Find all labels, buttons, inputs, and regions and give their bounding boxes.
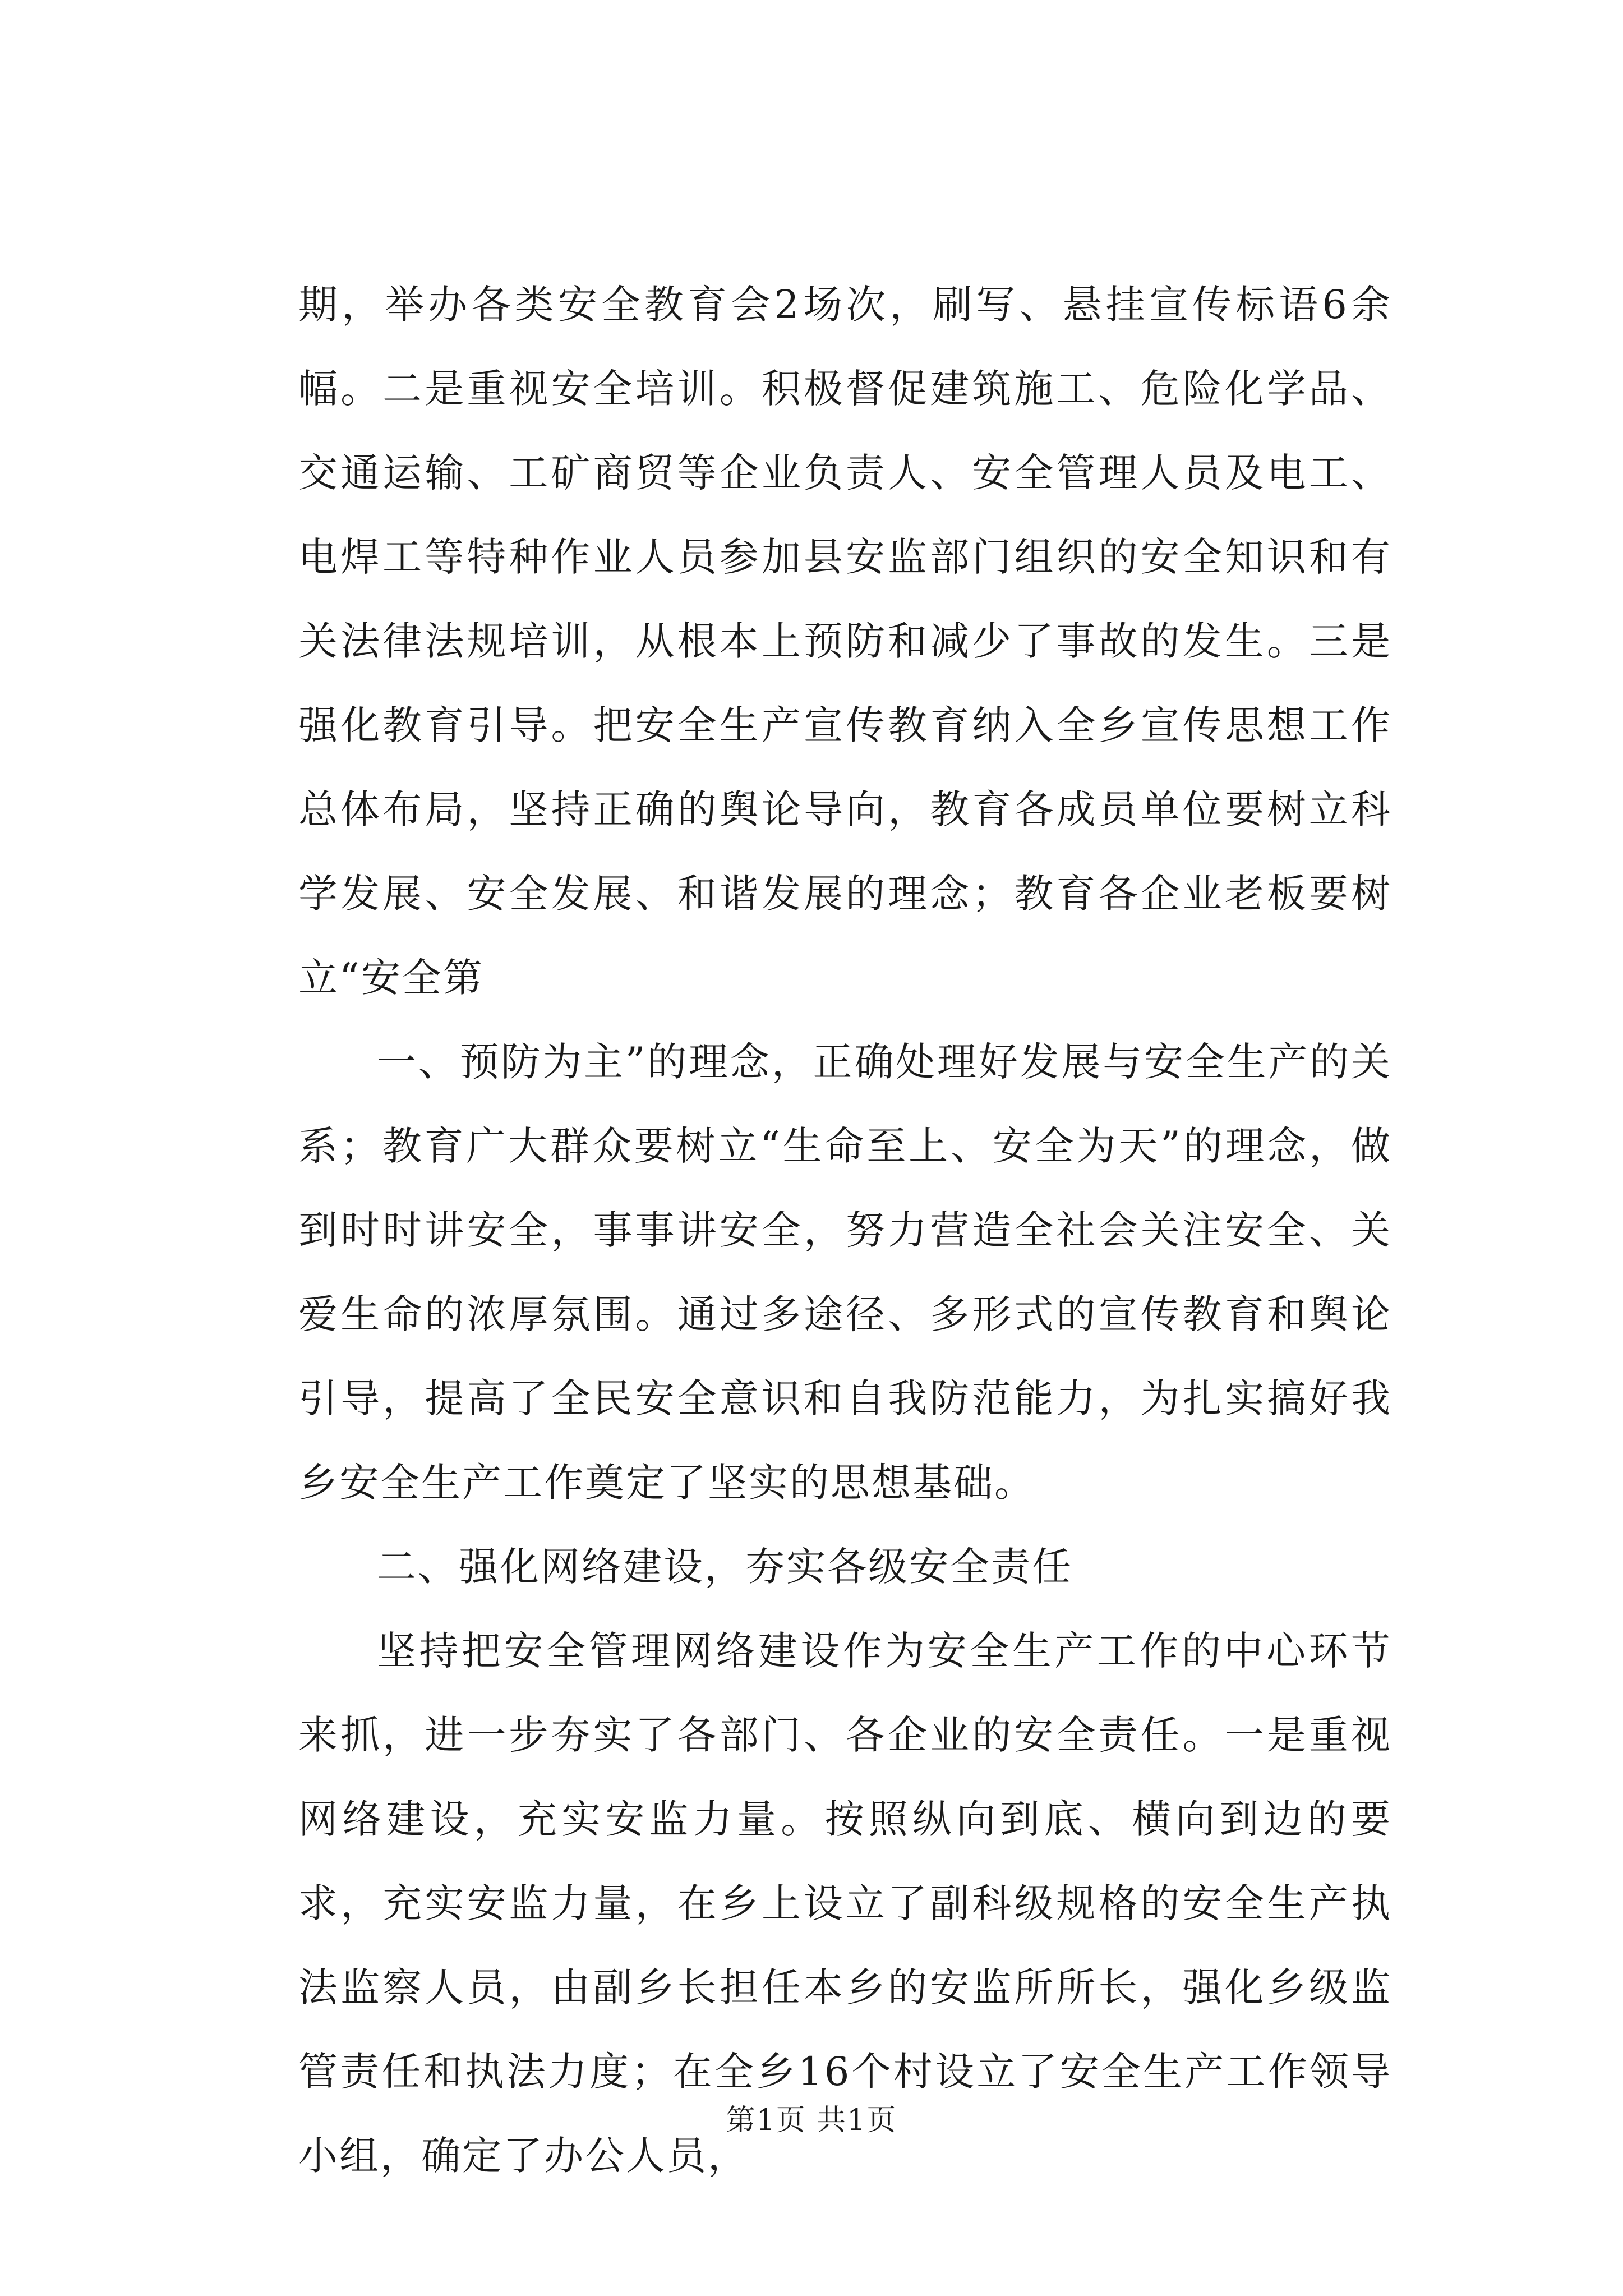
paragraph-prevention: 一、预防为主”的理念，正确处理好发展与安全生产的关系；教育广大群众要树立“生命至上、安全为天”的理念，做到时时讲安全，事事讲安全，努力营造全社会关注安全、关爱生命的浓厚氛围。通过多途径、多形式的宣传教育和舆论引导，提高了全民安全意识和自我防范能力，为扎实搞好我乡安全生产工作奠定了坚实的思想基础。 bbox=[298, 1039, 1392, 1506]
page-footer: 第1页 共1页 bbox=[726, 2104, 897, 2137]
section-heading-network: 二、强化网络建设，夯实各级安全责任 bbox=[377, 1544, 1073, 1590]
paragraph-continued: 期，举办各类安全教育会2场次，刷写、悬挂宣传标语6余幅。二是重视安全培训。积极督促建筑施工、危险化学品、交通运输、工矿商贸等企业负责人、安全管理人员及电工、电焊工等特种作业人员参加县安监部门组织的安全知识和有关法律法规培训，从根本上预防和减少了事故的发生。三是强化教育引导。把安全生产宣传教育纳入全乡宣传思想工作总体布局，坚持正确的舆论导向，教育各成员单位要树立科学发展、安全发展、和谐发展的理念；教育各企业老板要树立“安全第 bbox=[298, 282, 1392, 1001]
document-body bbox=[298, 263, 1392, 2198]
paragraph-network: 坚持把安全管理网络建设作为安全生产工作的中心环节来抓，进一步夯实了各部门、各企业的安全责任。一是重视网络建设，充实安监力量。按照纵向到底、横向到边的要求，充实安监力量，在乡上设立了副科级规格的安全生产执法监察人员，由副乡长担任本乡的安监所所长，强化乡级监管责任和执法力度；在全乡16个村设立了安全生产工作领导小组，确定了办公人员， bbox=[298, 1628, 1392, 2179]
